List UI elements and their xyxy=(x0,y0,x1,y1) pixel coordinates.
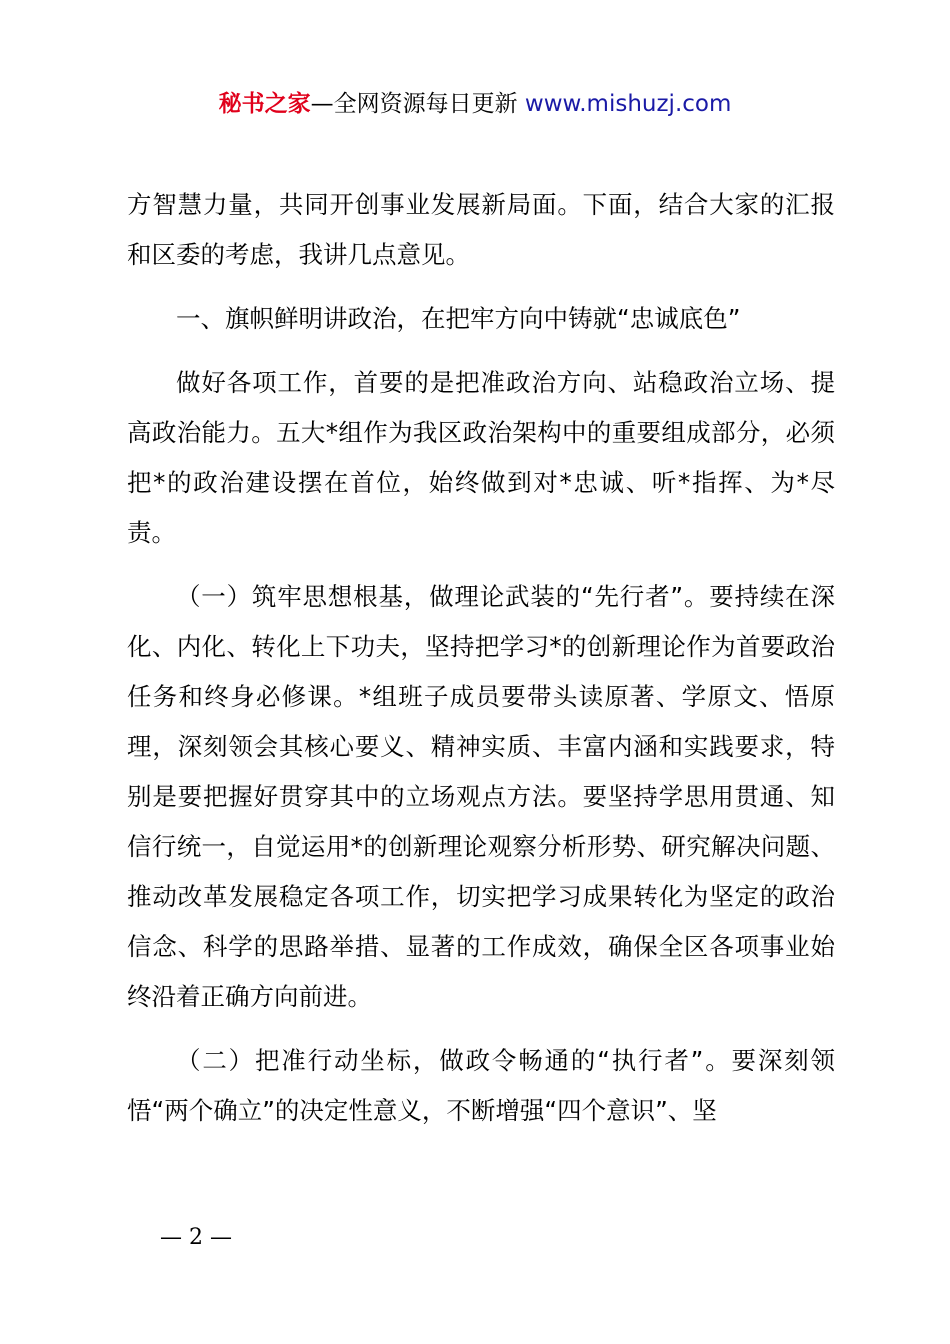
brand-name: 秘书之家 xyxy=(218,91,311,117)
paragraph-continuation: 方智慧力量，共同开创事业发展新局面。下面，结合大家的汇报和区委的考虑，我讲几点意见。 xyxy=(127,190,835,269)
page-number: — 2 — xyxy=(160,1225,232,1250)
header-tagline: —全网资源每日更新 xyxy=(310,91,525,117)
document-body xyxy=(127,180,835,1136)
paragraph: 做好各项工作，首要的是把准政治方向、站稳政治立场、提高政治能力。五大*组作为我区政治架构中的重要组成部分，必须把*的政治建设摆在首位，始终做到对*忠诚、听*指挥、为*尽责。 xyxy=(127,368,835,547)
site-url-link[interactable]: www.mishuzj.com xyxy=(524,91,732,117)
subsection-2: （二）把准行动坐标，做政令畅通的“执行者”。要深刻领悟“两个确立”的决定性意义，不断增强“四个意识”、坚 xyxy=(127,1046,835,1125)
site-header xyxy=(0,86,950,122)
section-heading-1: 一、旗帜鲜明讲政治，在把牢方向中铸就“忠诚底色” xyxy=(176,304,741,333)
subsection-1: （一）筑牢思想根基，做理论武装的“先行者”。要持续在深化、内化、转化上下功夫，坚持把学习*的创新理论作为首要政治任务和终身必修课。*组班子成员要带头读原著、学原文、悟原理，深刻领会其核心要义、精神实质、丰富内涵和实践要求，特别是要把握好贯穿其中的立场观点方法。要坚持学思用贯通、知信行统一，自觉运用*的创新理论观察分析形势、研究解决问题、推动改革发展稳定各项工作，切实把学习成果转化为坚定的政治信念、科学的思路举措、显著的工作成效，确保全区各项事业始终沿着正确方向前进。 xyxy=(127,582,835,1011)
